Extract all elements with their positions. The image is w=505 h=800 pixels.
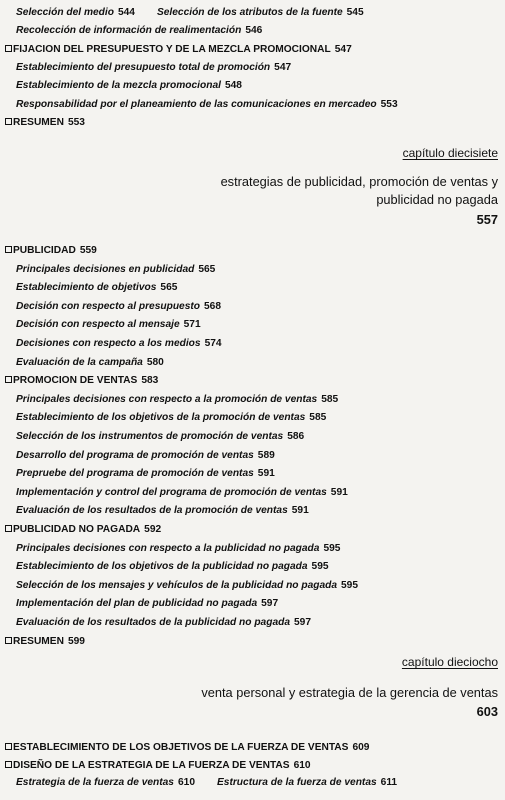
- toc-entry-title: Recolección de información de realimentación: [16, 25, 242, 37]
- toc-entry-title: DISEÑO DE LA ESTRATEGIA DE LA FUERZA DE VENTAS: [13, 759, 290, 771]
- toc-entry-page: 565: [198, 263, 216, 275]
- toc-entry-page: 609: [352, 742, 370, 753]
- chapter-label: capítulo diecisiete: [402, 146, 498, 160]
- toc-subsection-entry: [0, 281, 177, 295]
- toc-entry-page: 548: [224, 80, 242, 92]
- toc-entry-title: Decisión con respecto al presupuesto: [16, 300, 200, 312]
- toc-subsection-entry: [0, 504, 309, 518]
- toc-entry-title: Decisiones con respecto a los medios: [16, 338, 201, 349]
- toc-subsection-entry: [0, 318, 201, 332]
- toc-entry-title: Principales decisiones con respecto a la promoción de ventas: [16, 393, 318, 405]
- checkbox-square-icon: [5, 376, 12, 383]
- toc-section-entry: [0, 741, 369, 755]
- toc-entry-title: Establecimiento de objetivos: [16, 282, 157, 294]
- toc-entry-page: 547: [274, 61, 292, 73]
- toc-entry-page: 595: [341, 579, 359, 591]
- toc-entry-page: 599: [67, 635, 85, 647]
- toc-subsection-entry: [0, 486, 348, 500]
- toc-entry-page: 546: [245, 25, 263, 37]
- chapter-title-line: venta personal y estrategia de la gerencia de ventas: [201, 685, 498, 700]
- toc-entry-page: 574: [204, 338, 222, 349]
- toc-entry-title: Decisión con respecto al mensaje: [16, 319, 180, 331]
- checkbox-square-icon: [5, 118, 12, 125]
- toc-section-entry: [0, 635, 85, 649]
- toc-entry-page: 580: [146, 356, 164, 368]
- toc-entry-title: ESTABLECIMIENTO DE LOS OBJETIVOS DE LA FUERZA DE VENTAS: [13, 742, 349, 753]
- toc-subsection-entry: [0, 263, 215, 277]
- toc-entry-title: PUBLICIDAD: [13, 245, 76, 256]
- toc-subsection-entry: [0, 467, 275, 481]
- toc-entry-page: 595: [311, 561, 329, 573]
- toc-entry-page: 592: [144, 524, 162, 535]
- toc-subsection-entry: [0, 356, 164, 370]
- toc-subsection-entry: [0, 430, 304, 444]
- toc-subsection-entry: [0, 560, 329, 574]
- toc-section-entry: [0, 374, 158, 388]
- toc-entry-page: 545: [346, 7, 364, 18]
- toc-entry-page: 559: [79, 245, 97, 256]
- toc-entry-title: Principales decisiones en publicidad: [16, 263, 195, 275]
- toc-subsection-entry: [0, 24, 262, 38]
- toc-entry-page: 583: [141, 375, 159, 387]
- toc-entry-title: PUBLICIDAD NO PAGADA: [13, 524, 141, 535]
- toc-entry-title: Estructura de la fuerza de ventas: [216, 777, 377, 789]
- toc-subsection-entry: [0, 776, 397, 790]
- toc-subsection-entry: [0, 542, 340, 556]
- toc-entry-page: 610: [293, 759, 311, 771]
- toc-entry-page: 595: [323, 542, 341, 554]
- chapter-title-line: publicidad no pagada: [376, 192, 498, 207]
- toc-subsection-entry: [0, 300, 221, 314]
- toc-entry-title: Selección de los atributos de la fuente: [156, 7, 343, 18]
- toc-entry-page: 589: [257, 449, 275, 461]
- toc-entry-page: 585: [309, 412, 327, 424]
- toc-entry-title: Establecimiento de los objetivos de la publicidad no pagada: [16, 561, 308, 573]
- toc-entry-page: 597: [261, 598, 279, 610]
- toc-entry-page: 568: [204, 300, 221, 312]
- toc-entry-title: RESUMEN: [13, 635, 64, 647]
- toc-section-entry: [0, 116, 85, 130]
- toc-entry-page: 591: [330, 486, 348, 498]
- toc-entry-title: Principales decisiones con respecto a la publicidad no pagada: [16, 542, 320, 554]
- toc-entry-title: Desarrollo del programa de promoción de ventas: [16, 449, 254, 461]
- toc-entry-title: Selección de los mensajes y vehículos de la publicidad no pagada: [16, 579, 338, 591]
- toc-subsection-entry: [0, 61, 291, 75]
- toc-entry-page: 597: [294, 617, 311, 628]
- checkbox-square-icon: [5, 525, 12, 532]
- toc-section-entry: [0, 759, 311, 773]
- toc-entry-title: Implementación y control del programa de promoción de ventas: [16, 486, 327, 498]
- toc-entry-page: 591: [257, 468, 275, 480]
- checkbox-square-icon: [5, 637, 12, 644]
- chapter-title-line: estrategias de publicidad, promoción de ventas y: [220, 174, 498, 189]
- toc-entry-title: Prepruebe del programa de promoción de ventas: [16, 468, 254, 480]
- toc-entry-title: Evaluación de los resultados de la publicidad no pagada: [16, 617, 290, 628]
- toc-section-entry: [0, 523, 161, 537]
- checkbox-square-icon: [5, 761, 12, 768]
- toc-subsection-entry: [0, 597, 278, 611]
- toc-subsection-entry: [0, 6, 364, 20]
- toc-subsection-entry: [0, 616, 311, 630]
- toc-section-entry: [0, 43, 352, 57]
- toc-entry-page: 571: [183, 319, 201, 331]
- toc-subsection-entry: [0, 337, 222, 351]
- toc-subsection-entry: [0, 393, 338, 407]
- toc-entry-title: FIJACION DEL PRESUPUESTO Y DE LA MEZCLA PROMOCIONAL: [13, 43, 331, 55]
- toc-subsection-entry: [0, 98, 398, 112]
- toc-subsection-entry: [0, 79, 242, 93]
- chapter-page-number: 557: [476, 212, 498, 227]
- toc-entry-page: 586: [287, 431, 305, 442]
- toc-entry-page: 547: [334, 43, 352, 55]
- toc-entry-page: 565: [160, 282, 178, 294]
- checkbox-square-icon: [5, 743, 12, 750]
- checkbox-square-icon: [5, 246, 12, 253]
- toc-entry-page: 544: [117, 7, 135, 18]
- toc-entry-title: PROMOCION DE VENTAS: [13, 375, 138, 387]
- toc-entry-page: 591: [291, 505, 309, 517]
- toc-entry-title: Selección del medio: [16, 7, 114, 18]
- toc-subsection-entry: [0, 449, 275, 463]
- toc-section-entry: [0, 244, 97, 258]
- chapter-label: capítulo dieciocho: [401, 655, 498, 669]
- toc-entry-title: Estrategia de la fuerza de ventas: [16, 777, 174, 789]
- toc-entry-title: Establecimiento del presupuesto total de promoción: [16, 61, 271, 73]
- toc-entry-title: Establecimiento de los objetivos de la promoción de ventas: [16, 412, 306, 424]
- toc-entry-title: Establecimiento de la mezcla promocional: [16, 80, 221, 92]
- toc-entry-title: Evaluación de los resultados de la promoción de ventas: [16, 505, 288, 517]
- toc-entry-page: 611: [380, 777, 398, 789]
- checkbox-square-icon: [5, 45, 12, 52]
- toc-entry-title: Responsabilidad por el planeamiento de las comunicaciones en mercadeo: [16, 98, 377, 110]
- toc-entry-title: Implementación del plan de publicidad no pagada: [16, 598, 258, 610]
- toc-entry-page: 585: [321, 393, 339, 405]
- toc-entry-page: 610: [177, 777, 195, 789]
- toc-entry-page: 553: [67, 116, 85, 128]
- toc-entry-title: Selección de los instrumentos de promoción de ventas: [16, 431, 284, 442]
- toc-subsection-entry: [0, 411, 326, 425]
- toc-entry-page: 553: [380, 98, 398, 110]
- chapter-page-number: 603: [476, 704, 498, 719]
- toc-entry-title: Evaluación de la campaña: [16, 356, 143, 368]
- toc-subsection-entry: [0, 579, 358, 593]
- toc-entry-title: RESUMEN: [13, 116, 64, 128]
